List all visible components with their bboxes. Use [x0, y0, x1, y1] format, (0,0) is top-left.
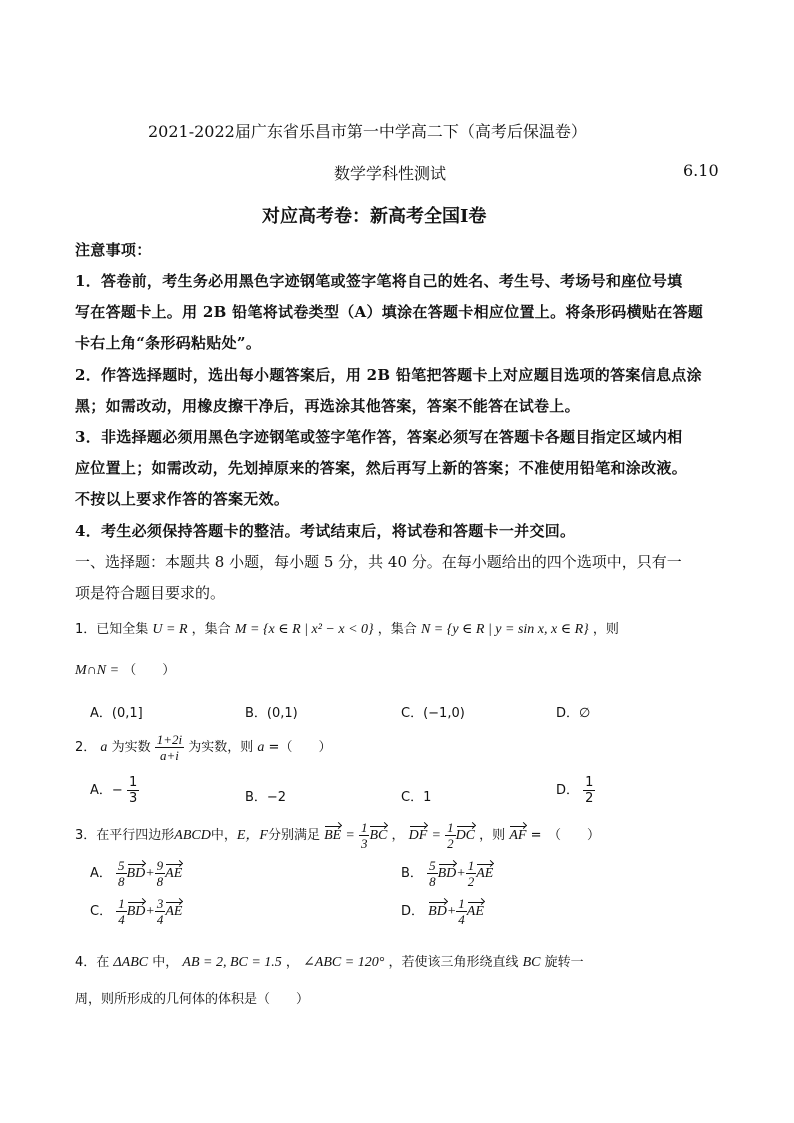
q3-option-c — [90, 896, 182, 927]
q1-option-c: C．(−1,0) — [401, 706, 465, 721]
q3-a-label: A． — [90, 866, 112, 881]
q3-eq: = — [345, 828, 355, 843]
vector: BD — [428, 904, 447, 919]
q1-option-b: B．(0,1) — [245, 706, 298, 721]
q2-d-label: D． — [556, 783, 580, 798]
question-1-line2 — [75, 659, 175, 679]
q3-eq: = — [431, 828, 441, 843]
q2-option-b: B．−2 — [245, 790, 287, 805]
vector: BD — [126, 866, 146, 881]
q4-sides: AB = 2, BC = 1.5 — [182, 955, 282, 970]
q3-frac2-den: 2 — [447, 836, 454, 851]
q3-text: 分别满足 — [267, 828, 320, 843]
plus: + — [446, 904, 457, 919]
frac-num: 5 — [429, 858, 436, 873]
q3-then: ，则 — [479, 828, 506, 843]
q3-option-d — [401, 896, 484, 927]
q2-a-label: A． — [90, 783, 112, 798]
q2-d-fraction — [583, 775, 595, 806]
exam-subtitle: 数学学科性测试 — [334, 164, 447, 183]
q2-d-num: 1 — [585, 775, 594, 790]
q3-frac2 — [445, 820, 456, 851]
q2-a-num: 1 — [128, 775, 138, 790]
q3-frac1 — [359, 820, 370, 851]
q3-comma: ， — [391, 828, 405, 843]
q1-text: ，集合 — [191, 622, 231, 637]
plus: + — [145, 904, 155, 919]
q4-line: BC — [522, 955, 541, 970]
q4-prefix: 4．在 — [75, 955, 110, 970]
question-4 — [75, 951, 584, 971]
exam-title: 2021-2022届广东省乐昌市第一中学高二下（高考后保温卷） — [148, 122, 587, 141]
q3-ef: E，F — [236, 828, 268, 843]
frac-num: 1 — [467, 858, 475, 873]
plus: + — [456, 866, 466, 881]
notice-line: 2．作答选择题时，选出每小题答案后，用 2B 铅笔把答题卡上对应题目选项的答案信息点涂 — [75, 366, 702, 384]
q4-text: ，若使该三角形绕直线 — [388, 955, 519, 970]
q3-b-frac1 — [427, 858, 438, 889]
notice-line: 不按以上要求作答的答案无效。 — [75, 490, 290, 508]
q3-option-b — [401, 858, 493, 889]
q3-frac1-num: 1 — [360, 820, 368, 835]
q2-fraction — [155, 732, 184, 763]
frac-num: 5 — [118, 858, 125, 873]
question-1 — [75, 618, 619, 638]
q2-prefix: 2． — [75, 740, 97, 755]
q3-d-label: D． — [401, 904, 425, 919]
q4-triangle: ΔABC — [113, 955, 149, 970]
frac-den: 8 — [156, 874, 164, 889]
q3-a-frac1 — [116, 858, 127, 889]
q1-prefix: 1．已知全集 — [75, 622, 149, 637]
frac-den: 2 — [467, 874, 475, 889]
q2-a-fraction — [127, 775, 139, 806]
q1-set-n: N = {y ∈ R | y = sin x, x ∈ R} — [420, 622, 589, 637]
frac-num: 1 — [118, 896, 125, 911]
q3-abcd: ABCD — [174, 828, 211, 843]
q3-vec-df: DF — [408, 828, 428, 843]
notice-line: 应位置上；如需改动，先划掉原来的答案，然后再写上新的答案；不准使用铅笔和涂改液。 — [75, 459, 688, 477]
q2-option-a — [90, 775, 139, 806]
q3-text: 中， — [210, 828, 237, 843]
notice-heading: 注意事项： — [75, 241, 152, 259]
q2-frac-den: a+i — [159, 748, 179, 763]
q3-blank: = （ ） — [530, 828, 600, 843]
q3-d-frac2 — [456, 896, 467, 927]
q3-option-a — [90, 858, 182, 889]
q3-vec-be: BE — [324, 828, 342, 843]
q1-text: ，集合 — [377, 622, 417, 637]
q3-vec-af: AF — [509, 828, 527, 843]
q1-set-m: M = {x ∈ R | x² − x < 0} — [234, 622, 374, 637]
plus: + — [145, 866, 155, 881]
q2-var: a — [257, 740, 265, 755]
q2-a-den: 3 — [128, 791, 138, 806]
q4-text: 中， — [152, 955, 179, 970]
vector: BD — [437, 866, 457, 881]
notice-line: 卡右上角“条形码粘贴处”。 — [75, 334, 262, 352]
section-heading: 项是符合题目要求的。 — [75, 584, 226, 602]
q4-comma: ， — [285, 955, 299, 970]
frac-num: 3 — [156, 896, 164, 911]
q2-text: 为实数，则 — [188, 740, 254, 755]
q2-frac-num: 1+2i — [156, 732, 183, 747]
q4-text: 旋转一 — [544, 955, 584, 970]
section-heading: 一、选择题：本题共 8 小题，每小题 5 分，共 40 分。在每小题给出的四个选项中，只有一 — [75, 553, 682, 571]
q1-universe: U = R — [152, 622, 188, 637]
vector: AE — [165, 866, 183, 881]
q3-b-label: B． — [401, 866, 423, 881]
q4-angle: ∠ABC = 120° — [303, 955, 385, 970]
frac-den: 4 — [458, 912, 465, 927]
q1-blank: （ ） — [123, 663, 176, 678]
frac-den: 8 — [429, 874, 436, 889]
notice-line: 1．答卷前，考生务必用黑色字迹钢笔或签字笔将自己的姓名、考生号、考场号和座位号填 — [75, 272, 683, 290]
q3-a-frac2 — [155, 858, 166, 889]
frac-den: 8 — [118, 874, 125, 889]
q2-a-sign: − — [111, 783, 123, 798]
q2-option-d — [556, 775, 595, 806]
notice-line: 4．考生必须保持答题卡的整洁。考试结束后，将试卷和答题卡一并交回。 — [75, 522, 576, 540]
q3-frac2-num: 1 — [447, 820, 454, 835]
q1-option-d: D．∅ — [556, 706, 591, 721]
q2-option-c: C．1 — [401, 790, 432, 805]
q3-vec-bc: BC — [369, 828, 388, 843]
vector: BD — [126, 904, 146, 919]
vector: AE — [165, 904, 183, 919]
exam-type: 对应高考卷：新高考全国Ⅰ卷 — [262, 206, 487, 227]
q2-blank: =（ ） — [268, 740, 332, 755]
q2-var: a — [100, 740, 108, 755]
q3-b-frac2 — [466, 858, 477, 889]
q3-vec-dc: DC — [455, 828, 476, 843]
question-4-line2: 周，则所形成的几何体的体积是（ ） — [75, 992, 310, 1007]
notice-line: 3．非选择题必须用黑色字迹钢笔或签字笔作答，答案必须写在答题卡各题目指定区域内相 — [75, 428, 683, 446]
vector: AE — [466, 904, 484, 919]
vector: AE — [476, 866, 494, 881]
frac-num: 9 — [156, 858, 164, 873]
q1-text: ，则 — [592, 622, 619, 637]
exam-date: 6.10 — [683, 161, 719, 180]
q1-intersection: M∩N = — [75, 663, 120, 678]
q3-c-label: C． — [90, 904, 113, 919]
notice-line: 黑；如需改动，用橡皮擦干净后，再选涂其他答案，答案不能答在试卷上。 — [75, 397, 580, 415]
question-2 — [75, 732, 331, 763]
q3-c-frac2 — [155, 896, 166, 927]
q2-text: 为实数 — [111, 740, 151, 755]
q3-c-frac1 — [116, 896, 127, 927]
q2-d-den: 2 — [585, 791, 594, 806]
q1-option-a: A．(0,1] — [90, 706, 143, 721]
q3-frac1-den: 3 — [360, 836, 368, 851]
frac-num: 1 — [458, 896, 465, 911]
question-3 — [75, 820, 600, 851]
q3-prefix: 3．在平行四边形 — [75, 828, 175, 843]
frac-den: 4 — [156, 912, 164, 927]
frac-den: 4 — [118, 912, 125, 927]
notice-line: 写在答题卡上。用 2B 铅笔将试卷类型（A）填涂在答题卡相应位置上。将条形码横贴在答题 — [75, 303, 704, 321]
